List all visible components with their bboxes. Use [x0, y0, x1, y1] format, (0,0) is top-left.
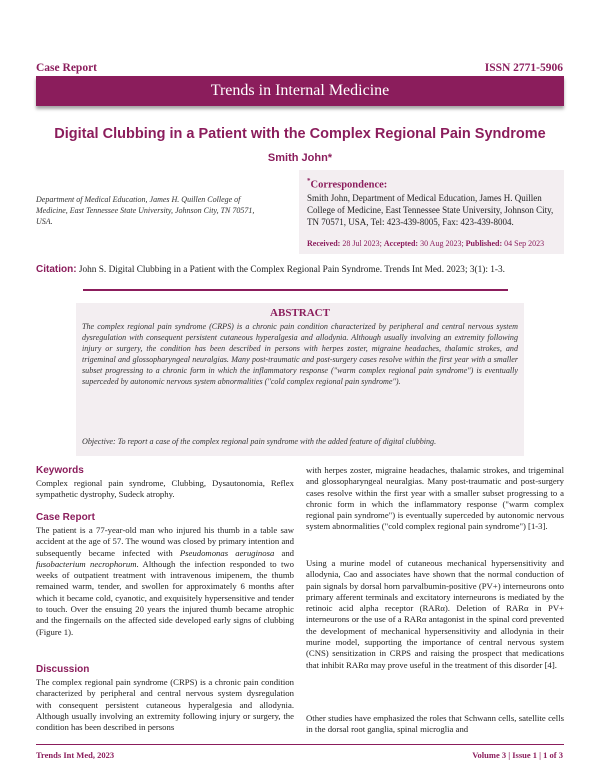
divider	[83, 289, 508, 291]
correspondence-heading: *Correspondence:	[307, 177, 388, 191]
footer-journal: Trends Int Med, 2023	[36, 750, 115, 760]
correspondence-text: Smith John, Department of Medical Education, James H. Quillen College of Medicine, East Tennessee State University, Johnson City, TN 70571, USA, Tel: 423-439-8005, Fax: 423-439-8004.	[307, 193, 554, 227]
article-dates: Received: 28 Jul 2023; Accepted: 30 Aug 2023; Published: 04 Sep 2023	[307, 239, 545, 248]
footer-page-info: Volume 3 | Issue 1 | 1 of 3	[472, 750, 563, 760]
journal-banner: Trends in Internal Medicine	[36, 76, 564, 106]
author-affiliation: Department of Medical Education, James H. Quillen College of Medicine, East Tennessee State University, Johnson City, TN 70571, USA.	[36, 195, 255, 226]
citation-text: John S. Digital Clubbing in a Patient with the Complex Regional Pain Syndrome. Trends Int Med. 2023; 3(1): 1-3.	[78, 265, 505, 275]
citation-label: Citation:	[36, 264, 77, 275]
discussion-heading: Discussion	[36, 664, 90, 675]
footer-divider	[36, 744, 564, 745]
article-author: Smith John*	[267, 152, 333, 164]
abstract-heading: ABSTRACT	[270, 307, 330, 319]
article-title: Digital Clubbing in a Patient with the Complex Regional Pain Syndrome	[54, 126, 546, 142]
keywords-heading: Keywords	[36, 465, 84, 476]
right-col-paragraph-2: Using a murine model of cutaneous mechanical hypersensitivity and allodynia, Cao and associates have shown that the normal conduction of pain signals by dorsal horn parvalbumin-positive (PV+) interneurons onto primary afferent terminals and excitatory interneurons is mediated by the retinoic acid alpha receptor (RARα). Deletion of RARα in PV+ interneurons or the use of a RARα antagonist in the spinal cord prevented the development of mechanical hypersensitivity and allodynia in their murine model, supporting the importance of central nervous system (CNS) sensitization in CRPS and raising the prospect that medications that inhibit RARα may prove useful in the treatment of this disorder [4].	[306, 558, 564, 670]
abstract-objective: Objective: To report a case of the complex regional pain syndrome with the added feature of digital clubbing.	[82, 437, 437, 446]
right-col-paragraph-1: with herpes zoster, migraine headaches, thalamic strokes, and trigeminal and glossopharyngeal neuralgias. Many post-traumatic and post-surgery cases resolve within the first year with a smaller subset progressing to a chronic form in which the inflammatory response ("warm complex regional pain syndrome") is eventually superceded by autonomic nervous system abnormalities ("cold complex regional pain syndrome") [1-3].	[306, 465, 564, 532]
case-report-heading: Case Report	[36, 512, 95, 523]
citation	[36, 264, 564, 275]
abstract-text: The complex regional pain syndrome (CRPS) is a chronic pain condition characterized by peripheral and central nervous system dysregulation with consequent persistent cutaneous hyperalgesia and allodynia. Although usually involving an extremity following injury or surgery, the condition has been described in persons with herpes zoster, migraine headaches, thalamic strokes, and trigeminal and glossopharyngeal neuralgias. Many post-traumatic and post-surgery cases resolve within the first year with a smaller subset progressing to a chronic form in which the inflammatory response ("warm complex regional pain syndrome") is eventually superceded by autonomic nervous system abnormalities ("cold complex regional pain syndrome").	[82, 322, 518, 387]
keywords-text: Complex regional pain syndrome, Clubbing, Dysautonomia, Reflex sympathetic dystrophy, Sudeck atrophy.	[36, 478, 294, 500]
right-col-paragraph-3: Other studies have emphasized the roles that Schwann cells, satellite cells in the dorsal root ganglia, spinal microglia and	[306, 713, 564, 735]
case-report-text: The patient is a 77-year-old man who injured his thumb in a table saw accident at the age of 57. The wound was closed by primary intention and subsequently became infected with Pseudomonas aeruginosa and fusobacterium necrophorum. Although the infection responded to two weeks of outpatient treatment with intravenous imipenem, the thumb remained warm, tender, and swollen for approximately 6 months after which it became cold, cyanotic, and exquisitely hypersensitive and tender to touch. Over the ensuing 20 years the injured thumb became atrophic and the fingernails on the affected side developed early signs of clubbing (Figure 1).	[36, 525, 295, 637]
issn-label: ISSN 2771-5906	[484, 62, 563, 74]
journal-section-label: Case Report	[36, 62, 97, 74]
discussion-text: The complex regional pain syndrome (CRPS) is a chronic pain condition characterized by peripheral and central nervous system dysregulation with consequent persistent cutaneous hyperalgesia and allodynia. Although usually involving an extremity following injury or surgery, the condition has been described in persons	[36, 677, 294, 733]
